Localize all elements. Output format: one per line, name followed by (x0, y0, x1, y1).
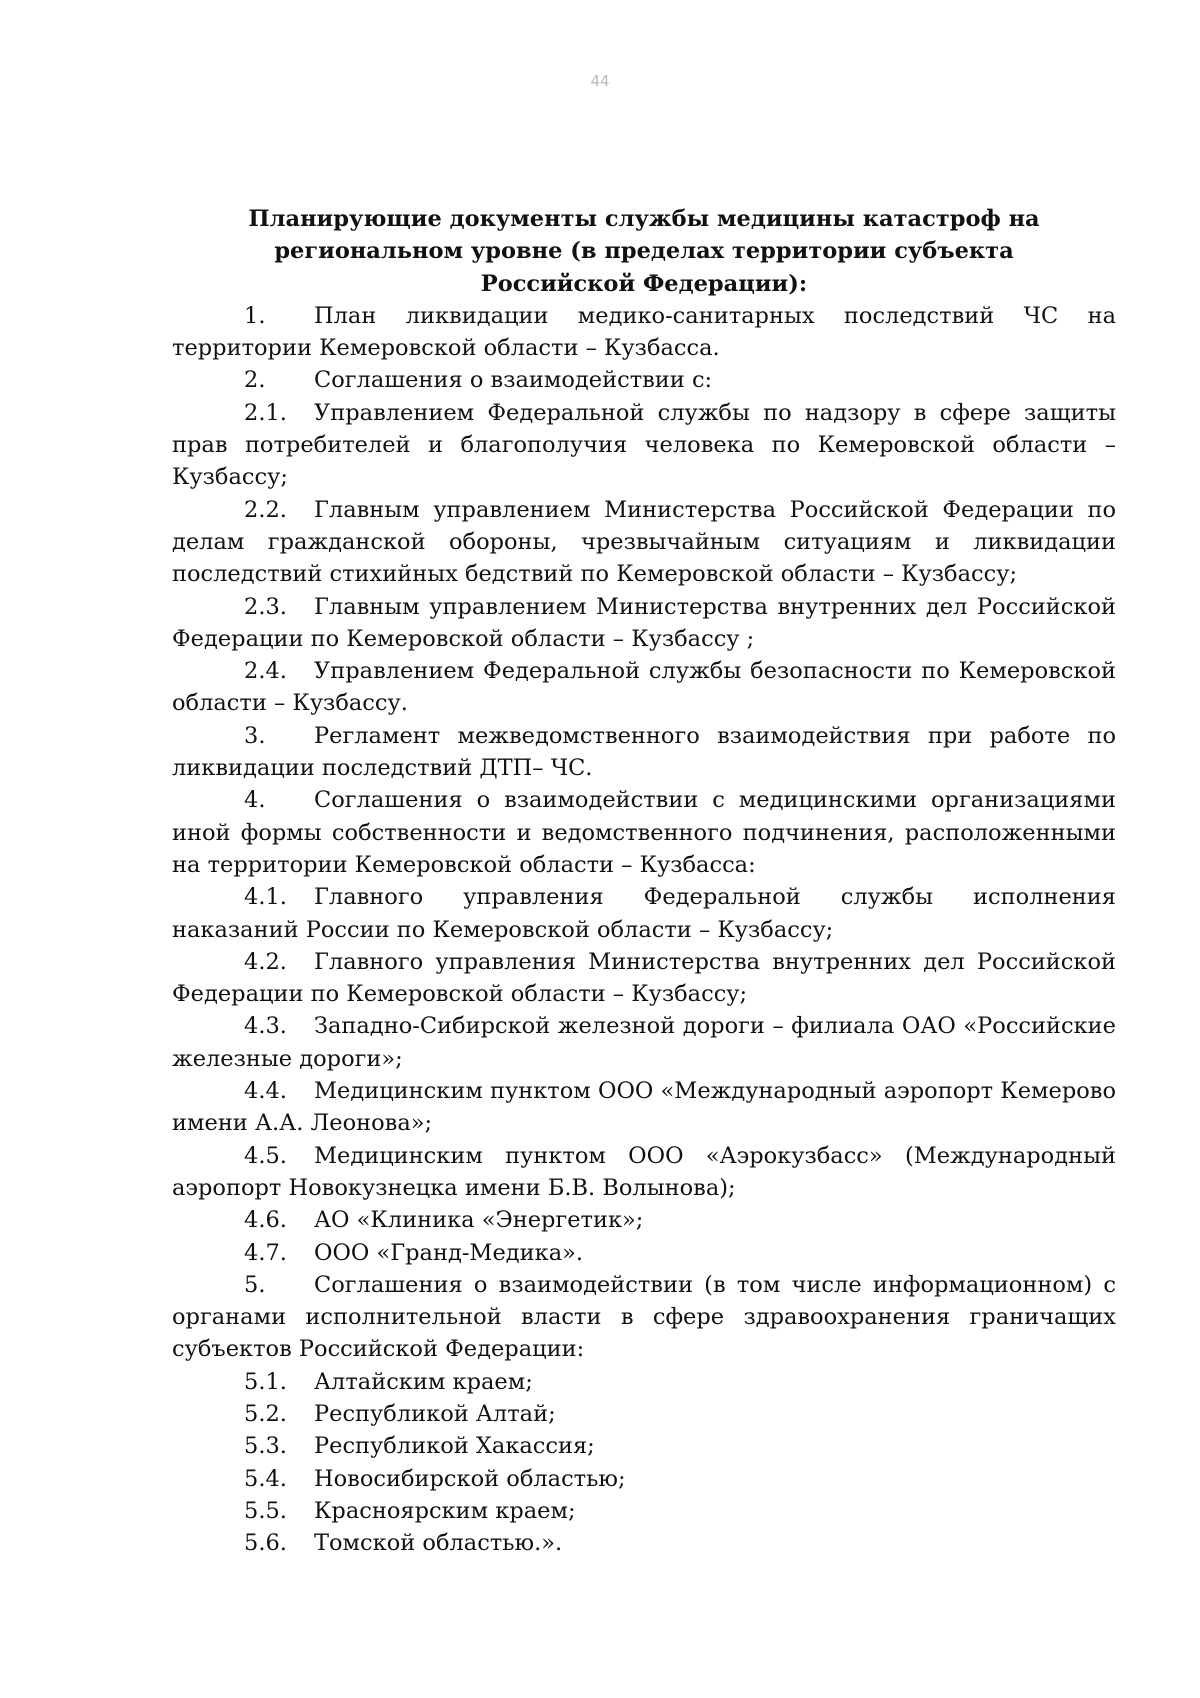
item-text: Соглашения о взаимодействии (в том числе информационном) с органами исполнительной власти в сфере здравоохранения граничащих субъектов Российской Федерации: (172, 1271, 1116, 1363)
item-text: Красноярским краем; (314, 1497, 576, 1524)
item-number: 1. (244, 302, 266, 329)
item-text: Регламент межведомственного взаимодействия при работе по ликвидации последствий ДТП– ЧС. (172, 722, 1116, 782)
list-item (172, 591, 1116, 656)
list-item (172, 1430, 1116, 1462)
item-text: Главного управления Федеральной службы исполнения наказаний России по Кемеровской области – Кузбассу; (172, 884, 1116, 943)
item-number: 4.1. (244, 884, 287, 911)
item-number: 2. (244, 367, 266, 394)
list-item (172, 300, 1116, 365)
item-text: Томской областью.». (314, 1530, 563, 1557)
list-item (172, 1204, 1116, 1236)
item-text: Западно-Сибирской железной дороги – филиала ОАО «Российские железные дороги»; (172, 1013, 1116, 1072)
list-item (172, 1366, 1116, 1398)
item-number: 4.3. (244, 1013, 287, 1040)
list-item (172, 364, 1116, 396)
list-item (172, 1527, 1116, 1559)
item-text: Медицинским пунктом ООО «Аэрокузбасс» (Международный аэропорт Новокузнецка имени Б.В. Волынова); (172, 1142, 1116, 1201)
item-number: 5.6. (244, 1530, 287, 1557)
item-text: План ликвидации медико-санитарных последствий ЧС на территории Кемеровской области – Кузбасса. (172, 302, 1116, 362)
list-item (172, 1010, 1116, 1075)
list-item (172, 720, 1116, 785)
list-item (172, 1463, 1116, 1495)
list-item (172, 1398, 1116, 1430)
item-number: 2.1. (244, 399, 287, 426)
item-number: 3. (244, 722, 266, 749)
page-number: 44 (590, 72, 610, 90)
item-number: 5.5. (244, 1497, 287, 1524)
item-number: 4.7. (244, 1239, 287, 1266)
item-number: 5.3. (244, 1433, 287, 1460)
item-text: АО «Клиника «Энергетик»; (314, 1207, 644, 1234)
list-item (172, 1269, 1116, 1366)
list-item (172, 397, 1116, 494)
document-title: Планирующие документы службы медицины катастроф на региональном уровне (в пределах территории субъекта Российской Федерации): (248, 206, 1040, 297)
item-number: 4.5. (244, 1142, 287, 1169)
list-item (172, 494, 1116, 591)
list-item (172, 655, 1116, 720)
list-item (172, 1495, 1116, 1527)
item-number: 5.1. (244, 1368, 287, 1395)
item-number: 5.4. (244, 1465, 287, 1492)
list-item (172, 1237, 1116, 1269)
list-item (172, 946, 1116, 1011)
list-item (172, 1140, 1116, 1205)
item-text: Республикой Алтай; (314, 1400, 556, 1427)
item-text: ООО «Гранд-Медика». (314, 1239, 584, 1266)
item-text: Главным управлением Министерства внутренних дел Российской Федерации по Кемеровской области – Кузбассу ; (172, 593, 1116, 652)
list-item (172, 784, 1116, 881)
document-body (172, 203, 1116, 1559)
item-number: 2.2. (244, 496, 287, 523)
list-item (172, 1075, 1116, 1140)
list-item (172, 881, 1116, 946)
item-number: 4.4. (244, 1078, 287, 1105)
item-number: 4.2. (244, 948, 287, 975)
item-text: Алтайским краем; (314, 1368, 533, 1395)
item-text: Республикой Хакассия; (314, 1433, 595, 1460)
item-text: Управлением Федеральной службы безопасности по Кемеровской области – Кузбассу. (172, 658, 1116, 717)
item-text: Соглашения о взаимодействии с медицинскими организациями иной формы собственности и ведомственного подчинения, расположенными на территории Кемеровской области – Кузбасса: (172, 787, 1116, 878)
item-text: Медицинским пунктом ООО «Международный аэропорт Кемерово имени А.А. Леонова»; (172, 1078, 1116, 1137)
item-text: Главного управления Министерства внутренних дел Российской Федерации по Кемеровской области – Кузбассу; (172, 948, 1116, 1008)
item-number: 5.2. (244, 1400, 287, 1427)
item-number: 4. (244, 787, 266, 814)
item-number: 4.6. (244, 1207, 287, 1234)
item-number: 5. (244, 1271, 266, 1298)
item-text: Соглашения о взаимодействии с: (314, 367, 713, 394)
item-number: 2.4. (244, 658, 287, 685)
item-text: Новосибирской областью; (314, 1465, 626, 1492)
item-text: Управлением Федеральной службы по надзору в сфере защиты прав потребителей и благополучия человека по Кемеровской области – Кузбассу; (172, 399, 1116, 491)
item-text: Главным управлением Министерства Российской Федерации по делам гражданской обороны, чрезвычайным ситуациям и ликвидации последствий стихийных бедствий по Кемеровской области – Кузбассу; (172, 496, 1116, 588)
item-number: 2.3. (244, 593, 287, 620)
